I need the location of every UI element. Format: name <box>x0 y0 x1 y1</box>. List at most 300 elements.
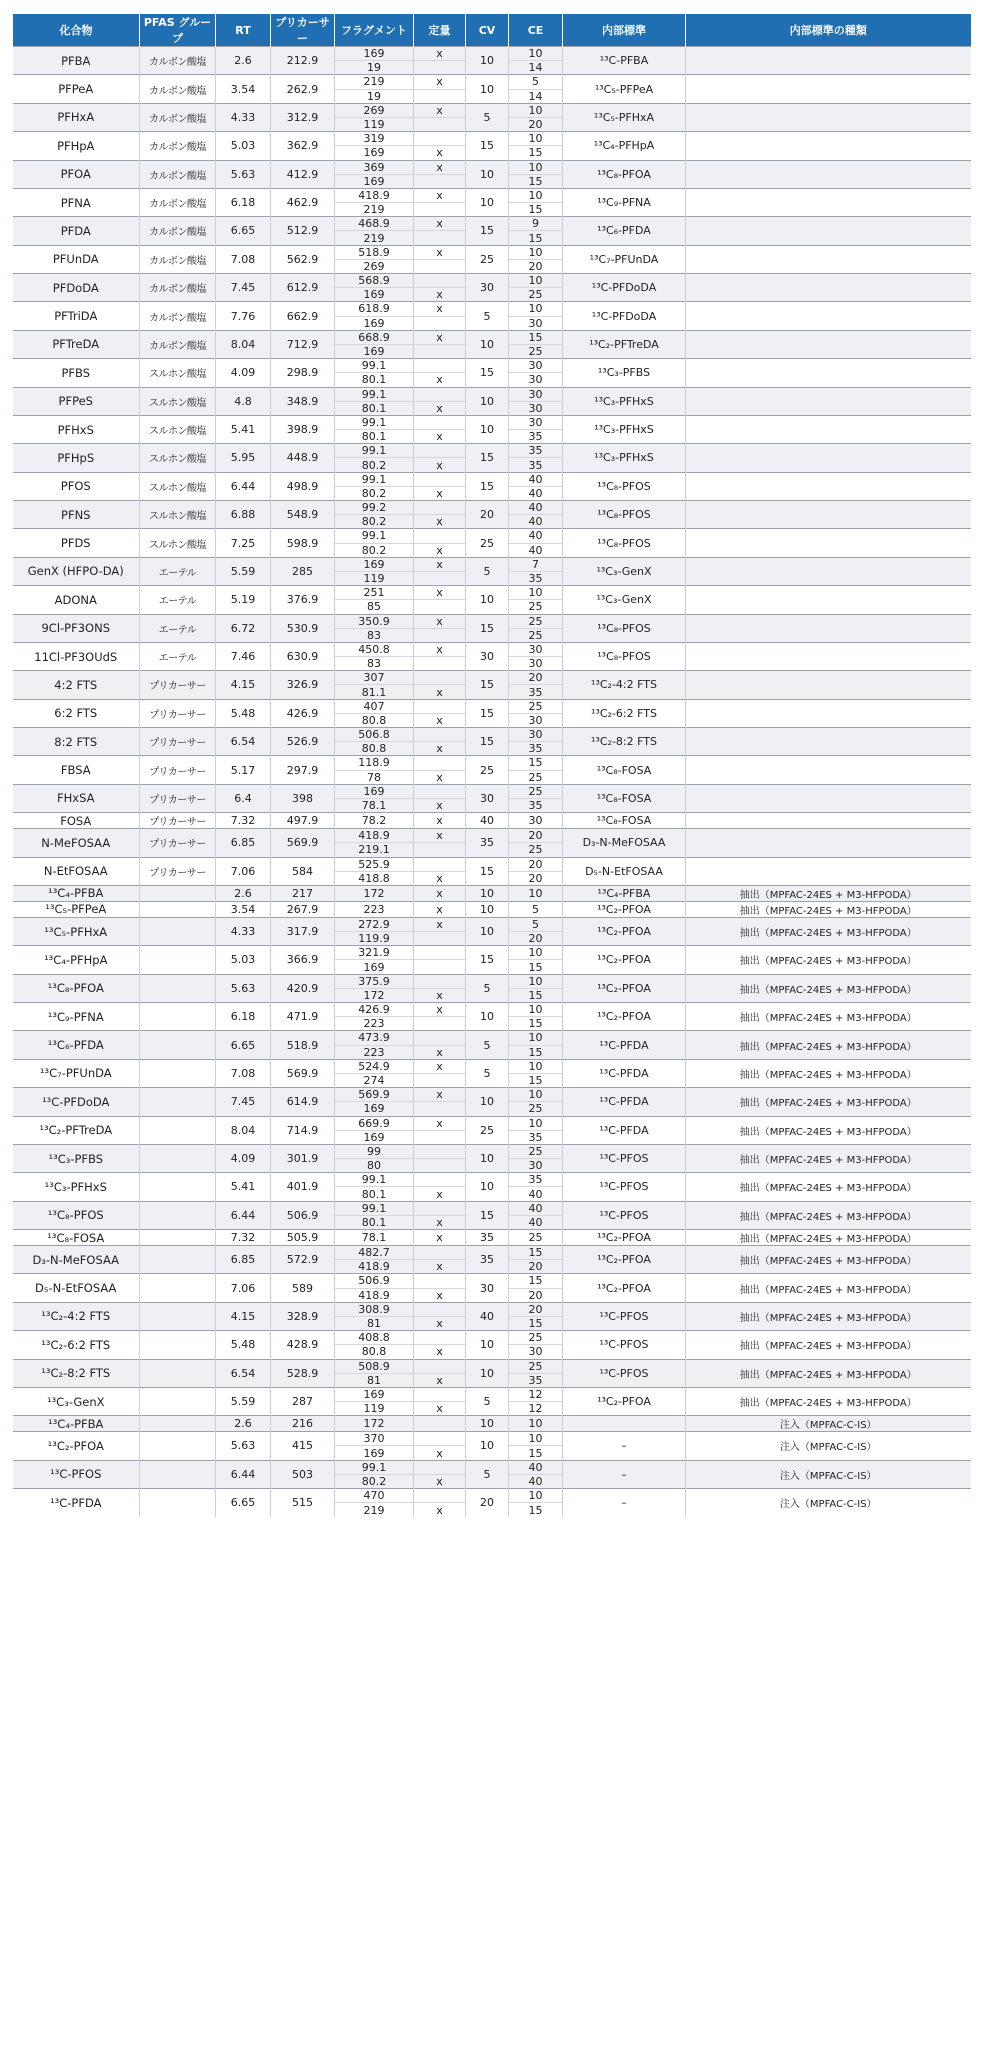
quant-cell: x <box>414 47 466 61</box>
precursor-cell: 662.9 <box>271 302 335 330</box>
quant-cell: x <box>414 829 466 843</box>
internal-standard-cell: ¹³C₂-PFOA <box>563 1246 686 1274</box>
is-type-cell <box>686 387 971 415</box>
quant-cell <box>414 1432 466 1446</box>
rt-cell: 4.33 <box>216 103 271 131</box>
rt-cell: 6.88 <box>216 501 271 529</box>
precursor-cell: 216 <box>271 1416 335 1432</box>
cv-cell: 15 <box>466 857 509 885</box>
precursor-cell: 398.9 <box>271 415 335 443</box>
precursor-cell: 512.9 <box>271 217 335 245</box>
rt-cell: 5.59 <box>216 557 271 585</box>
compound-cell: 4:2 FTS <box>13 671 140 699</box>
table-body <box>13 47 971 1517</box>
cv-cell: 10 <box>466 1416 509 1432</box>
internal-standard-cell: ¹³C₈-FOSA <box>563 756 686 784</box>
is-type-cell: 抽出（MPFAC-24ES + M3-HFPODA） <box>686 1359 971 1387</box>
table-row <box>13 1331 971 1345</box>
fragment-cell: 80.2 <box>335 486 414 500</box>
fragment-cell: 618.9 <box>335 302 414 316</box>
quant-cell: x <box>414 1402 466 1416</box>
ce-cell: 20 <box>509 932 563 946</box>
header-quant: 定量 <box>414 14 466 47</box>
rt-cell: 5.03 <box>216 132 271 160</box>
is-type-cell <box>686 642 971 670</box>
table-row <box>13 699 971 713</box>
ce-cell: 10 <box>509 132 563 146</box>
group-cell: エーテル <box>140 557 216 585</box>
is-type-cell <box>686 359 971 387</box>
compound-cell: ¹³C₂-6:2 FTS <box>13 1331 140 1359</box>
header-rt: RT <box>216 14 271 47</box>
quant-cell <box>414 571 466 585</box>
ce-cell: 25 <box>509 1102 563 1116</box>
ce-cell: 15 <box>509 1073 563 1087</box>
table-row <box>13 1416 971 1432</box>
group-cell: プリカーサー <box>140 756 216 784</box>
rt-cell: 5.41 <box>216 415 271 443</box>
table-row <box>13 472 971 486</box>
internal-standard-cell: ¹³C₂-8:2 FTS <box>563 728 686 756</box>
internal-standard-cell: ¹³C₂-PFOA <box>563 1003 686 1031</box>
quant-cell: x <box>414 1045 466 1059</box>
ce-cell: 25 <box>509 1359 563 1373</box>
is-type-cell: 注入（MPFAC-C-IS） <box>686 1460 971 1488</box>
table-row <box>13 1031 971 1045</box>
rt-cell: 4.15 <box>216 1302 271 1330</box>
fragment-cell: 78.1 <box>335 1230 414 1246</box>
internal-standard-cell: ¹³C₂-PFOA <box>563 1274 686 1302</box>
fragment-cell: 169 <box>335 784 414 798</box>
rt-cell: 6.65 <box>216 217 271 245</box>
compound-cell: 6:2 FTS <box>13 699 140 727</box>
ce-cell: 30 <box>509 373 563 387</box>
internal-standard-cell: ¹³C₃-PFBS <box>563 359 686 387</box>
ce-cell: 35 <box>509 1373 563 1387</box>
table-row <box>13 1201 971 1215</box>
fragment-cell: 274 <box>335 1073 414 1087</box>
cv-cell: 10 <box>466 901 509 917</box>
fragment-cell: 80.2 <box>335 458 414 472</box>
header-is-type: 内部標準の種類 <box>686 14 971 47</box>
is-type-cell: 抽出（MPFAC-24ES + M3-HFPODA） <box>686 885 971 901</box>
group-cell <box>140 1201 216 1229</box>
ce-cell: 10 <box>509 1088 563 1102</box>
quant-cell <box>414 316 466 330</box>
precursor-cell: 217 <box>271 885 335 901</box>
precursor-cell: 471.9 <box>271 1003 335 1031</box>
is-type-cell <box>686 415 971 443</box>
group-cell: スルホン酸塩 <box>140 529 216 557</box>
fragment-cell: 169 <box>335 174 414 188</box>
quant-cell: x <box>414 1345 466 1359</box>
internal-standard-cell: ¹³C₉-PFNA <box>563 188 686 216</box>
ce-cell: 10 <box>509 274 563 288</box>
fragment-cell: 468.9 <box>335 217 414 231</box>
fragment-cell: 119 <box>335 571 414 585</box>
fragment-cell: 80.2 <box>335 543 414 557</box>
group-cell: カルボン酸塩 <box>140 75 216 103</box>
fragment-cell: 569.9 <box>335 1088 414 1102</box>
fragment-cell: 99.2 <box>335 501 414 515</box>
fragment-cell: 269 <box>335 103 414 117</box>
header-internal-standard: 内部標準 <box>563 14 686 47</box>
compound-cell: ¹³C-PFDA <box>13 1489 140 1517</box>
compound-cell: ¹³C₂-PFOA <box>13 1432 140 1460</box>
quant-cell <box>414 784 466 798</box>
quant-cell: x <box>414 885 466 901</box>
precursor-cell: 712.9 <box>271 330 335 358</box>
fragment-cell: 80.2 <box>335 515 414 529</box>
precursor-cell: 498.9 <box>271 472 335 500</box>
compound-cell: PFDS <box>13 529 140 557</box>
group-cell <box>140 885 216 901</box>
internal-standard-cell: ¹³C₈-PFOS <box>563 529 686 557</box>
ce-cell: 15 <box>509 1246 563 1260</box>
fragment-cell: 375.9 <box>335 974 414 988</box>
is-type-cell <box>686 330 971 358</box>
cv-cell: 25 <box>466 756 509 784</box>
quant-cell: x <box>414 245 466 259</box>
cv-cell: 25 <box>466 245 509 273</box>
precursor-cell: 328.9 <box>271 1302 335 1330</box>
cv-cell: 5 <box>466 1059 509 1087</box>
table-row <box>13 557 971 571</box>
compound-cell: PFPeS <box>13 387 140 415</box>
internal-standard-cell: ¹³C-PFOS <box>563 1359 686 1387</box>
ce-cell: 10 <box>509 1432 563 1446</box>
ce-cell: 30 <box>509 1159 563 1173</box>
is-type-cell: 抽出（MPFAC-24ES + M3-HFPODA） <box>686 946 971 974</box>
table-row <box>13 857 971 871</box>
quant-cell <box>414 1130 466 1144</box>
fragment-cell: 99.1 <box>335 387 414 401</box>
rt-cell: 8.04 <box>216 1116 271 1144</box>
compound-cell: D₅-N-EtFOSAA <box>13 1274 140 1302</box>
table-row <box>13 188 971 202</box>
rt-cell: 5.48 <box>216 699 271 727</box>
internal-standard-cell: ¹³C₂-PFTreDA <box>563 330 686 358</box>
ce-cell: 40 <box>509 1474 563 1488</box>
precursor-cell: 362.9 <box>271 132 335 160</box>
ce-cell: 10 <box>509 1416 563 1432</box>
rt-cell: 4.09 <box>216 359 271 387</box>
fragment-cell: 80.1 <box>335 401 414 415</box>
ce-cell: 40 <box>509 1460 563 1474</box>
internal-standard-cell: ¹³C₃-PFHxS <box>563 387 686 415</box>
rt-cell: 6.54 <box>216 728 271 756</box>
is-type-cell: 抽出（MPFAC-24ES + M3-HFPODA） <box>686 1331 971 1359</box>
is-type-cell <box>686 557 971 585</box>
internal-standard-cell: ¹³C₃-GenX <box>563 557 686 585</box>
precursor-cell: 572.9 <box>271 1246 335 1274</box>
fragment-cell: 482.7 <box>335 1246 414 1260</box>
quant-cell <box>414 932 466 946</box>
fragment-cell: 473.9 <box>335 1031 414 1045</box>
is-type-cell: 抽出（MPFAC-24ES + M3-HFPODA） <box>686 974 971 1002</box>
fragment-cell: 81.1 <box>335 685 414 699</box>
ce-cell: 30 <box>509 728 563 742</box>
ce-cell: 10 <box>509 160 563 174</box>
is-type-cell: 抽出（MPFAC-24ES + M3-HFPODA） <box>686 901 971 917</box>
table-row <box>13 917 971 931</box>
table-row <box>13 642 971 656</box>
quant-cell <box>414 89 466 103</box>
compound-cell: GenX (HFPO-DA) <box>13 557 140 585</box>
ce-cell: 15 <box>509 330 563 344</box>
precursor-cell: 497.9 <box>271 813 335 829</box>
ce-cell: 40 <box>509 529 563 543</box>
cv-cell: 5 <box>466 103 509 131</box>
fragment-cell: 80.8 <box>335 713 414 727</box>
ce-cell: 20 <box>509 871 563 885</box>
fragment-cell: 99.1 <box>335 1460 414 1474</box>
precursor-cell: 505.9 <box>271 1230 335 1246</box>
quant-cell: x <box>414 1474 466 1488</box>
rt-cell: 5.48 <box>216 1331 271 1359</box>
is-type-cell <box>686 857 971 885</box>
quant-cell: x <box>414 642 466 656</box>
internal-standard-cell: ¹³C₃-PFHxS <box>563 415 686 443</box>
table-row <box>13 387 971 401</box>
ce-cell: 15 <box>509 1503 563 1517</box>
ce-cell: 10 <box>509 103 563 117</box>
compound-cell: ¹³C₃-PFHxS <box>13 1173 140 1201</box>
precursor-cell: 420.9 <box>271 974 335 1002</box>
group-cell: エーテル <box>140 614 216 642</box>
table-row <box>13 1003 971 1017</box>
internal-standard-cell: ¹³C₂-PFOA <box>563 1230 686 1246</box>
quant-cell <box>414 1302 466 1316</box>
ce-cell: 14 <box>509 61 563 75</box>
rt-cell: 6.54 <box>216 1359 271 1387</box>
table-row <box>13 1274 971 1288</box>
internal-standard-cell: ¹³C-PFDoDA <box>563 302 686 330</box>
rt-cell: 8.04 <box>216 330 271 358</box>
header-precursor: プリカーサー <box>271 14 335 47</box>
cv-cell: 15 <box>466 699 509 727</box>
quant-cell: x <box>414 1316 466 1330</box>
table-row <box>13 103 971 117</box>
precursor-cell: 298.9 <box>271 359 335 387</box>
group-cell: プリカーサー <box>140 699 216 727</box>
table-row <box>13 1359 971 1373</box>
rt-cell: 7.45 <box>216 274 271 302</box>
group-cell: プリカーサー <box>140 813 216 829</box>
ce-cell: 25 <box>509 1230 563 1246</box>
is-type-cell <box>686 728 971 756</box>
ce-cell: 10 <box>509 586 563 600</box>
internal-standard-cell: ¹³C₃-PFHxS <box>563 444 686 472</box>
quant-cell: x <box>414 515 466 529</box>
ce-cell: 20 <box>509 829 563 843</box>
quant-cell <box>414 1387 466 1401</box>
ce-cell: 15 <box>509 231 563 245</box>
group-cell <box>140 1230 216 1246</box>
table-row <box>13 829 971 843</box>
quant-cell <box>414 946 466 960</box>
group-cell <box>140 1416 216 1432</box>
compound-cell: 8:2 FTS <box>13 728 140 756</box>
compound-cell: ¹³C₇-PFUnDA <box>13 1059 140 1087</box>
table-row <box>13 529 971 543</box>
rt-cell: 5.63 <box>216 1432 271 1460</box>
ce-cell: 25 <box>509 784 563 798</box>
ce-cell: 20 <box>509 857 563 871</box>
quant-cell <box>414 728 466 742</box>
table-row <box>13 302 971 316</box>
ce-cell: 20 <box>509 1302 563 1316</box>
cv-cell: 5 <box>466 1387 509 1415</box>
cv-cell: 10 <box>466 330 509 358</box>
ce-cell: 15 <box>509 960 563 974</box>
is-type-cell: 抽出（MPFAC-24ES + M3-HFPODA） <box>686 1088 971 1116</box>
quant-cell <box>414 628 466 642</box>
fragment-cell: 119 <box>335 117 414 131</box>
compound-cell: PFBA <box>13 47 140 75</box>
precursor-cell: 714.9 <box>271 1116 335 1144</box>
quant-cell: x <box>414 486 466 500</box>
cv-cell: 15 <box>466 217 509 245</box>
cv-cell: 30 <box>466 642 509 670</box>
is-type-cell: 抽出（MPFAC-24ES + M3-HFPODA） <box>686 1116 971 1144</box>
ce-cell: 25 <box>509 600 563 614</box>
ce-cell: 10 <box>509 946 563 960</box>
cv-cell: 15 <box>466 614 509 642</box>
is-type-cell: 抽出（MPFAC-24ES + M3-HFPODA） <box>686 1201 971 1229</box>
ce-cell: 35 <box>509 458 563 472</box>
fragment-cell: 99.1 <box>335 472 414 486</box>
quant-cell <box>414 1201 466 1215</box>
ce-cell: 40 <box>509 543 563 557</box>
internal-standard-cell: ¹³C₂-6:2 FTS <box>563 699 686 727</box>
fragment-cell: 450.8 <box>335 642 414 656</box>
table-row <box>13 946 971 960</box>
fragment-cell: 81 <box>335 1373 414 1387</box>
quant-cell: x <box>414 302 466 316</box>
internal-standard-cell: ¹³C₆-PFDA <box>563 217 686 245</box>
cv-cell: 10 <box>466 917 509 945</box>
compound-cell: FOSA <box>13 813 140 829</box>
group-cell <box>140 917 216 945</box>
fragment-cell: 169 <box>335 1446 414 1460</box>
internal-standard-cell: ¹³C₄-PFHpA <box>563 132 686 160</box>
rt-cell: 6.72 <box>216 614 271 642</box>
fragment-cell: 407 <box>335 699 414 713</box>
fragment-cell: 80.8 <box>335 742 414 756</box>
is-type-cell: 抽出（MPFAC-24ES + M3-HFPODA） <box>686 1246 971 1274</box>
cv-cell: 10 <box>466 188 509 216</box>
table-row <box>13 217 971 231</box>
fragment-cell: 219 <box>335 231 414 245</box>
compound-cell: PFHxA <box>13 103 140 131</box>
precursor-cell: 584 <box>271 857 335 885</box>
table-row <box>13 784 971 798</box>
table-row <box>13 1230 971 1246</box>
internal-standard-cell: – <box>563 1432 686 1460</box>
ce-cell: 25 <box>509 770 563 784</box>
fragment-cell: 169 <box>335 146 414 160</box>
fragment-cell: 321.9 <box>335 946 414 960</box>
cv-cell: 40 <box>466 1302 509 1330</box>
table-row <box>13 1432 971 1446</box>
ce-cell: 35 <box>509 444 563 458</box>
ce-cell: 10 <box>509 47 563 61</box>
internal-standard-cell: ¹³C-PFOS <box>563 1144 686 1172</box>
is-type-cell <box>686 444 971 472</box>
rt-cell: 2.6 <box>216 885 271 901</box>
group-cell: カルボン酸塩 <box>140 274 216 302</box>
internal-standard-cell: ¹³C₇-PFUnDA <box>563 245 686 273</box>
compound-cell: PFHpS <box>13 444 140 472</box>
cv-cell: 15 <box>466 472 509 500</box>
quant-cell <box>414 1031 466 1045</box>
ce-cell: 20 <box>509 259 563 273</box>
ce-cell: 40 <box>509 472 563 486</box>
fragment-cell: 80.1 <box>335 1187 414 1201</box>
fragment-cell: 99 <box>335 1144 414 1158</box>
rt-cell: 4.33 <box>216 917 271 945</box>
compound-cell: ¹³C₂-PFTreDA <box>13 1116 140 1144</box>
cv-cell: 5 <box>466 1031 509 1059</box>
fragment-cell: 169 <box>335 344 414 358</box>
fragment-cell: 78.1 <box>335 798 414 812</box>
fragment-cell: 119.9 <box>335 932 414 946</box>
table-row <box>13 501 971 515</box>
fragment-cell: 19 <box>335 89 414 103</box>
ce-cell: 25 <box>509 344 563 358</box>
group-cell <box>140 1088 216 1116</box>
compound-cell: ¹³C₂-8:2 FTS <box>13 1359 140 1387</box>
compound-cell: ¹³C₄-PFBA <box>13 1416 140 1432</box>
quant-cell: x <box>414 1446 466 1460</box>
is-type-cell: 注入（MPFAC-C-IS） <box>686 1416 971 1432</box>
internal-standard-cell: ¹³C₈-PFOS <box>563 472 686 500</box>
is-type-cell: 抽出（MPFAC-24ES + M3-HFPODA） <box>686 1302 971 1330</box>
precursor-cell: 401.9 <box>271 1173 335 1201</box>
rt-cell: 7.76 <box>216 302 271 330</box>
ce-cell: 9 <box>509 217 563 231</box>
rt-cell: 5.41 <box>216 1173 271 1201</box>
cv-cell: 10 <box>466 75 509 103</box>
internal-standard-cell: D₃-N-MeFOSAA <box>563 829 686 857</box>
table-row <box>13 901 971 917</box>
quant-cell: x <box>414 770 466 784</box>
ce-cell: 12 <box>509 1402 563 1416</box>
precursor-cell: 426.9 <box>271 699 335 727</box>
internal-standard-cell: ¹³C-PFDA <box>563 1059 686 1087</box>
rt-cell: 6.65 <box>216 1489 271 1517</box>
compound-cell: N-EtFOSAA <box>13 857 140 885</box>
table-row <box>13 274 971 288</box>
table-row <box>13 444 971 458</box>
compound-cell: PFTriDA <box>13 302 140 330</box>
is-type-cell: 抽出（MPFAC-24ES + M3-HFPODA） <box>686 1387 971 1415</box>
quant-cell: x <box>414 988 466 1002</box>
quant-cell: x <box>414 1503 466 1517</box>
quant-cell <box>414 1489 466 1503</box>
fragment-cell: 426.9 <box>335 1003 414 1017</box>
compound-cell: ¹³C₈-PFOA <box>13 974 140 1002</box>
compound-cell: D₃-N-MeFOSAA <box>13 1246 140 1274</box>
ce-cell: 15 <box>509 1045 563 1059</box>
fragment-cell: 80.8 <box>335 1345 414 1359</box>
is-type-cell: 抽出（MPFAC-24ES + M3-HFPODA） <box>686 917 971 945</box>
rt-cell: 7.06 <box>216 857 271 885</box>
group-cell <box>140 1274 216 1302</box>
fragment-cell: 169 <box>335 960 414 974</box>
group-cell: プリカーサー <box>140 671 216 699</box>
